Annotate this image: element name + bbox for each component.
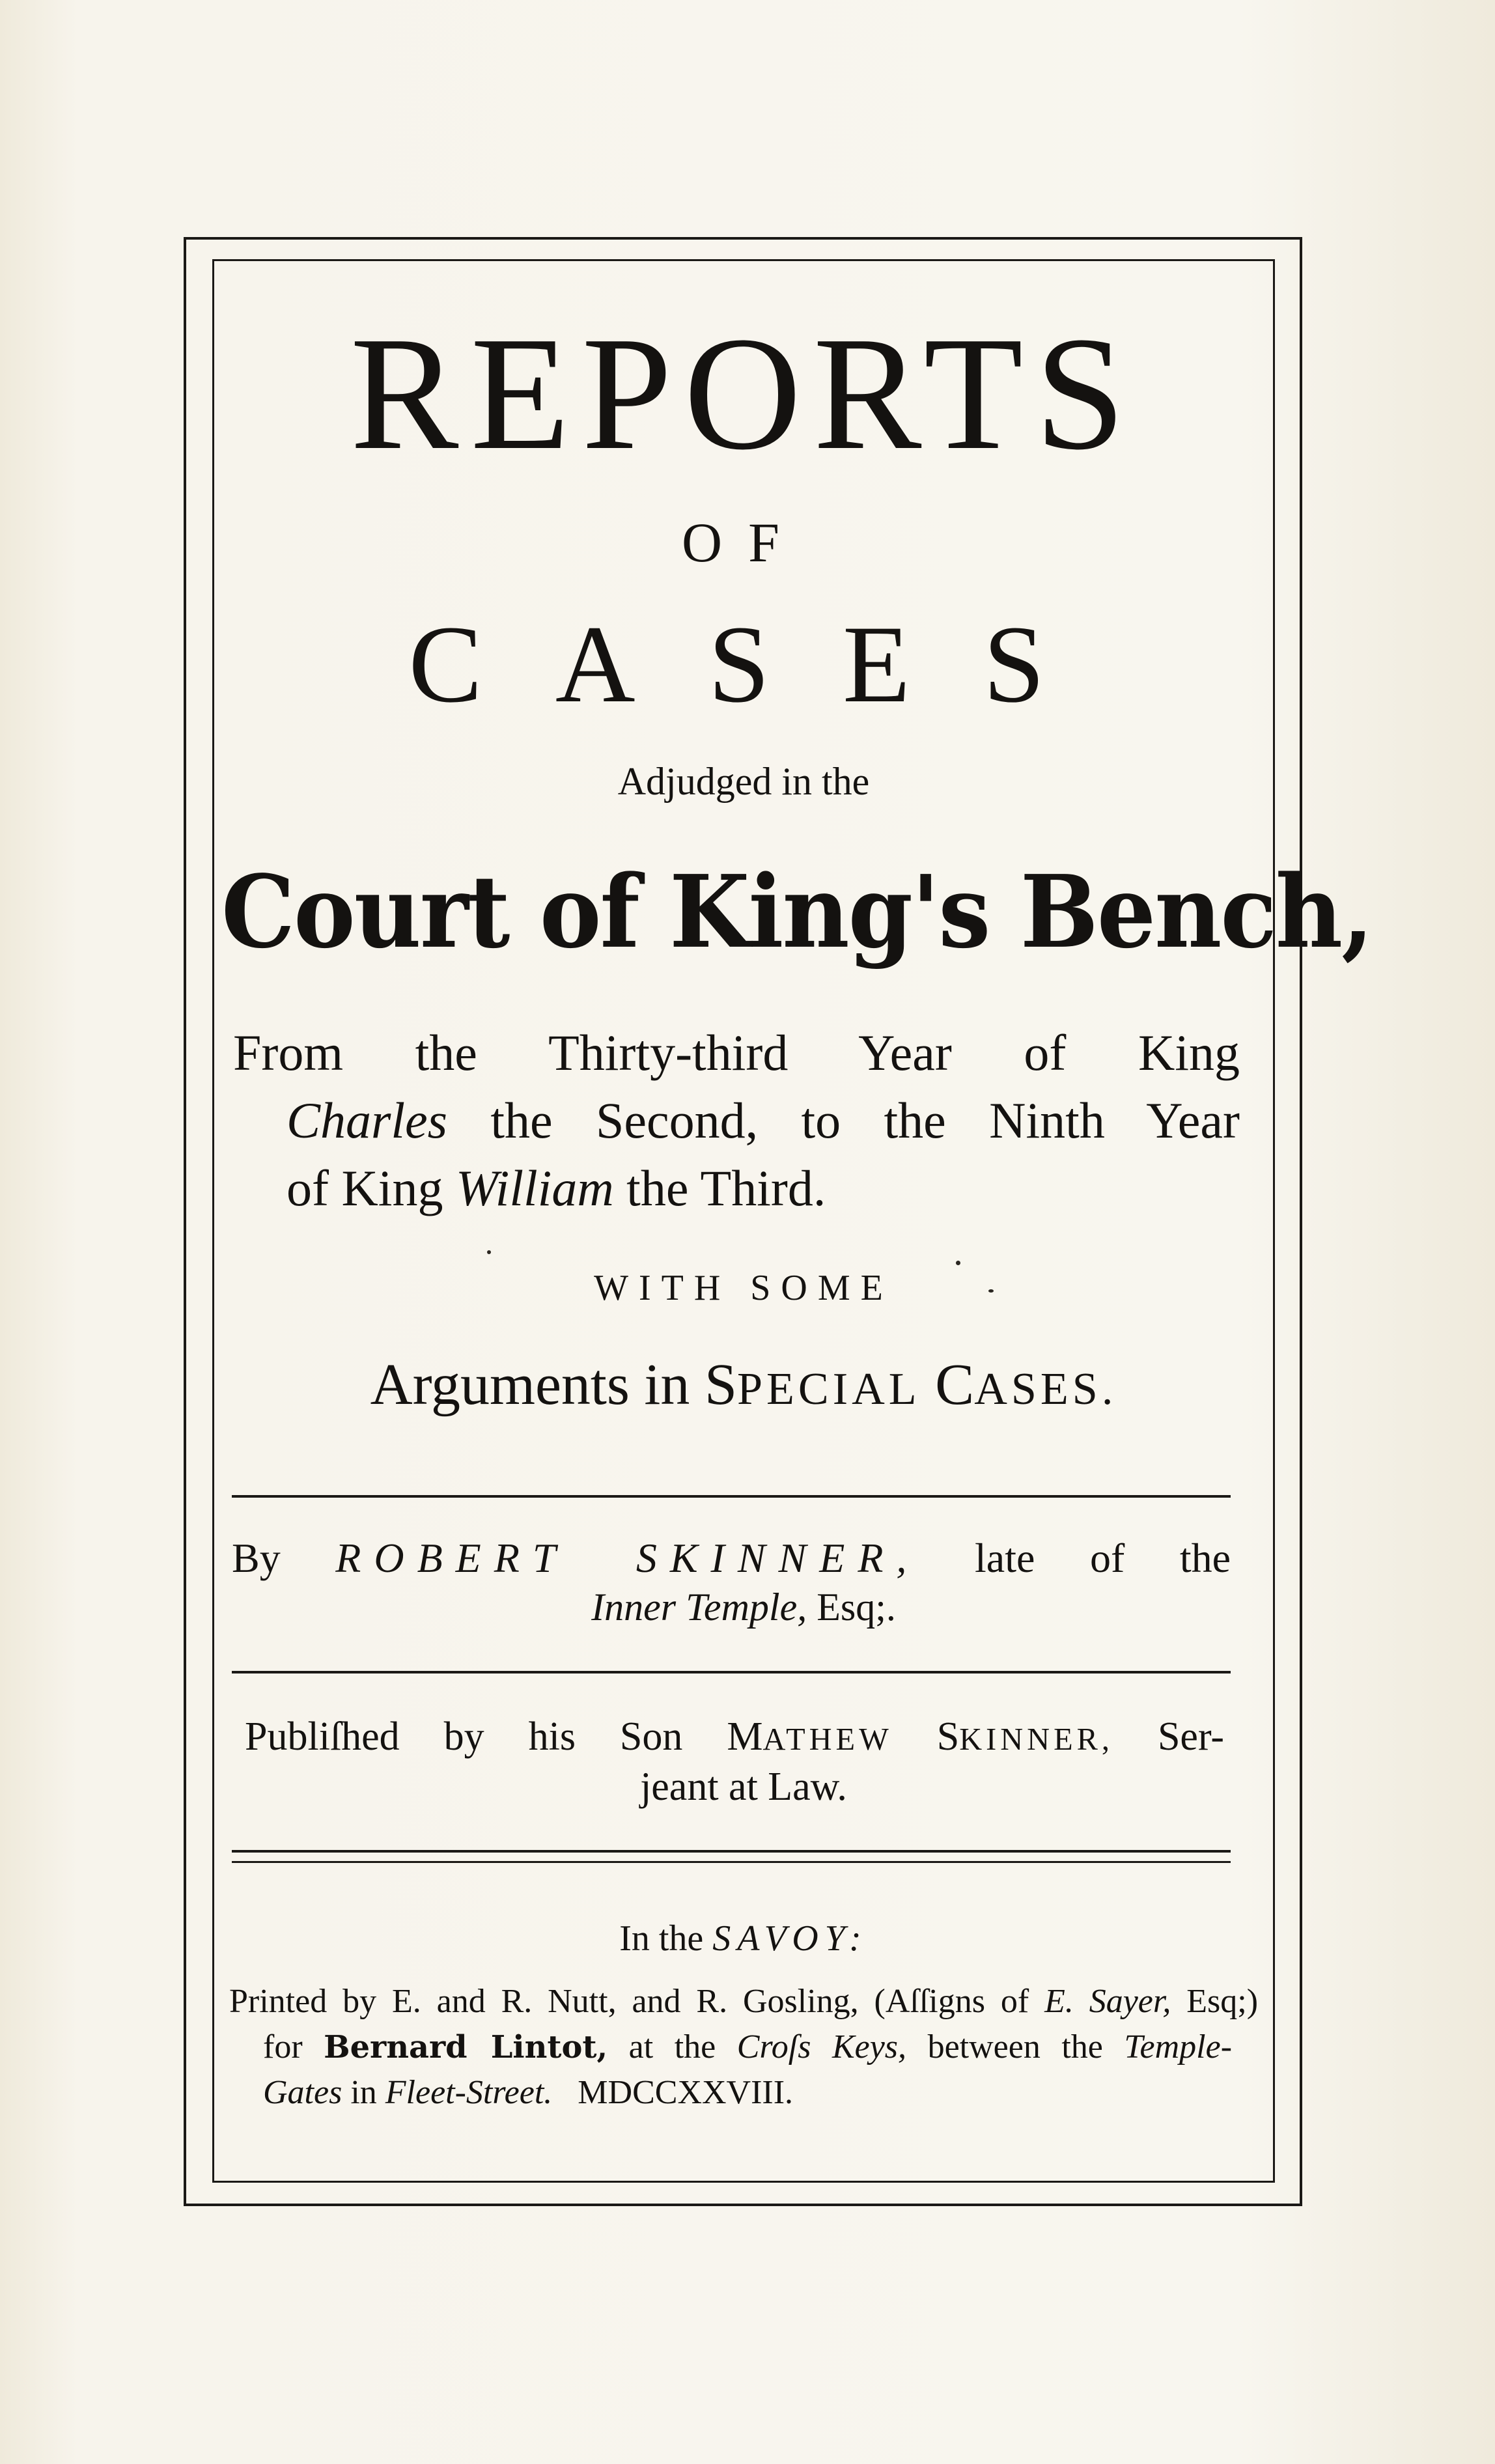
divider-rule <box>232 1850 1231 1853</box>
by-word: By <box>232 1535 281 1581</box>
with-some: WITH SOME <box>594 1268 893 1308</box>
author-line-2 <box>221 1584 1266 1631</box>
imprint-line-3 <box>263 2071 793 2115</box>
date-range-line-1: From the Thirty-third Year of King <box>233 1024 1240 1081</box>
ser-word: Ser- <box>1157 1715 1224 1759</box>
author-name: ROBERT SKINNER, <box>335 1535 920 1581</box>
divider-rule <box>232 1495 1231 1498</box>
charles-name: Charles <box>286 1092 448 1149</box>
temple-word: Temple- <box>1124 2028 1233 2065</box>
fleet-street: Fleet-Street. <box>385 2074 553 2111</box>
date-range-line-2-rest: the Second, to the Ninth Year <box>490 1092 1240 1149</box>
adjudged-line: Adjudged in the <box>617 760 870 803</box>
divider-rule <box>232 1861 1231 1863</box>
name-initial-m: M <box>727 1715 763 1759</box>
cases-rest: ASES. <box>974 1364 1117 1414</box>
sayer-name: E. Sayer, <box>1044 1983 1171 2020</box>
inner-temple: Inner Temple, <box>591 1586 807 1629</box>
special-rest: PECIAL <box>737 1364 921 1414</box>
publisher-line-2: jeant at Law. <box>640 1765 847 1809</box>
imprint-year: MDCCXXVIII. <box>578 2074 794 2111</box>
cross-keys: Croſs Keys, <box>736 2028 907 2065</box>
savoy: SAVOY: <box>712 1918 868 1959</box>
arguments-in: Arguments in <box>370 1352 690 1417</box>
gates-word: Gates <box>263 2074 342 2111</box>
author-line-1 <box>232 1532 1231 1585</box>
between-the: between the <box>927 2028 1103 2065</box>
for-word: for <box>263 2028 303 2065</box>
court-of-kings-bench: Court of King's Bench, <box>221 854 1373 971</box>
divider-rule <box>232 1671 1231 1673</box>
imprint-esq: Esq;) <box>1186 1983 1259 2020</box>
arguments-line <box>221 1352 1266 1417</box>
bookseller-name: Bernard Lintot, <box>324 2029 608 2065</box>
imprint-place <box>221 1916 1266 1961</box>
ink-speck <box>956 1261 960 1265</box>
name-rest-athew: ATHEW <box>762 1722 893 1757</box>
printed-by: Printed by E. and R. Nutt, and R. Gosling, (Aſſigns of <box>229 1983 1029 2020</box>
william-name: William <box>455 1160 614 1216</box>
in-word: in <box>350 2074 377 2111</box>
special-initial: S <box>704 1352 737 1417</box>
the-third: the Third. <box>626 1160 826 1216</box>
publisher-name <box>727 1715 1113 1759</box>
published-by: Publiſhed by his Son <box>245 1715 683 1759</box>
subtitle-cases: CASES <box>408 603 1118 725</box>
of-king: of King <box>286 1160 443 1216</box>
publisher-line-1 <box>245 1711 1224 1765</box>
at-the: at the <box>628 2028 716 2065</box>
imprint-line-1 <box>229 1980 1258 2024</box>
esquire: Esq;. <box>817 1586 896 1629</box>
page-title: REPORTS <box>350 303 1138 484</box>
ink-speck <box>487 1250 491 1254</box>
ink-speck <box>988 1289 994 1293</box>
late-of-the: late of the <box>975 1535 1231 1581</box>
name-rest-kinner: KINNER, <box>959 1722 1113 1757</box>
date-range-line-3 <box>286 1155 826 1222</box>
subtitle-of: OF <box>682 511 805 574</box>
date-range-line-2 <box>286 1087 1240 1155</box>
imprint-line-2 <box>263 2025 1232 2069</box>
in-the: In the <box>619 1918 704 1959</box>
name-initial-s: S <box>936 1715 960 1759</box>
cases-initial: C <box>935 1352 975 1417</box>
